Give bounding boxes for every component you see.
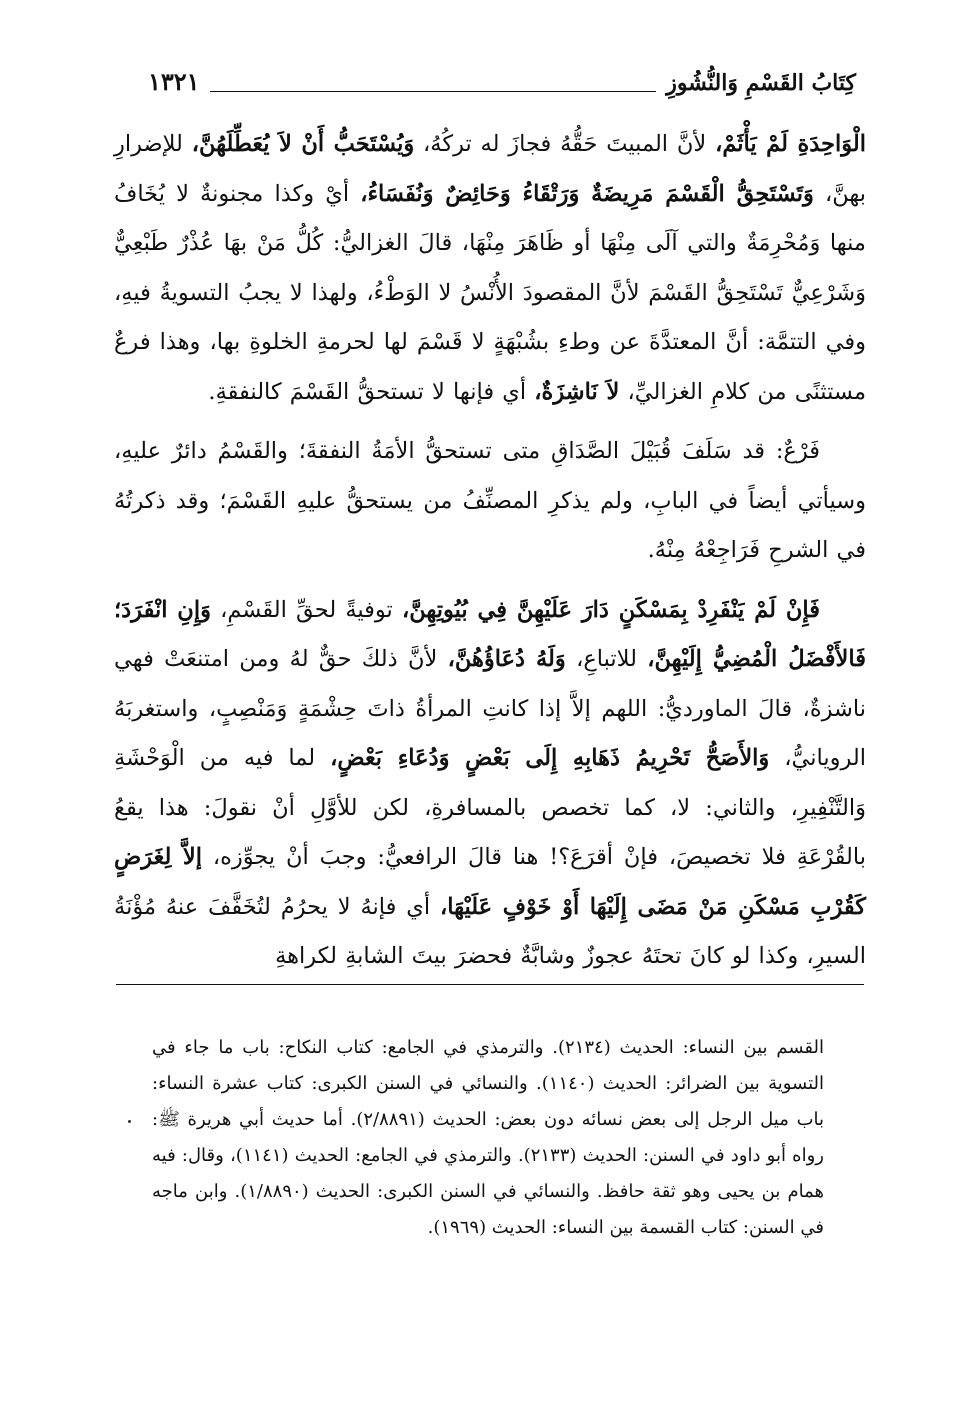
commentary-text: لأنَّ ذلكَ حقٌّ لهُ ومن امتنعَتْ فهي ناشزةٌ، قالَ الماورديُّ: اللهم إلاَّ إذا كانتِ المرأةُ ذاتَ حِشْمَةٍ وَمَنْصِبٍ، واستغربَهُ الرويانيُّ، [114,646,867,771]
commentary-text: أي فإنها لا تستحقُّ القَسْمَ كالنفقةِ. [208,378,535,405]
page-header [148,58,856,98]
commentary-text: فَرْعٌ: قد سَلَفَ قُبَيْلَ الصَّدَاقِ متى تستحقُّ الأمَةُ النفقةَ؛ والقَسْمُ دائرٌ عليهِ، وسيأتي أيضاً في البابِ، ولم يذكرِ المصنِّفُ من يستحقُّ عليهِ القَسْمَ؛ وقد ذكرتُهُ في الشرحِ فَرَاجِعْهُ مِنْهُ. [114,438,866,563]
matn-text: وَالأَصَحُّ تَحْرِيمُ ذَهَابِهِ إِلَى بَعْضٍ وَدُعَاءِ بَعْضٍ، [330,745,770,771]
matn-text: وَتَسْتَحِقُّ الْقَسْمَ مَرِيضَةٌ وَرَتْقَاءُ وَحَائِضٌ وَنُفَسَاءُ، [360,180,814,207]
matn-text: فَإِنْ لَمْ يَنْفَرِدْ بِمَسْكَنٍ دَارَ عَلَيْهِنَّ فِي بُيُوتِهِنَّ، [401,596,820,623]
matn-text: وَلَهُ دُعَاؤُهُنَّ، [447,646,566,672]
commentary-text: توفيةً لحقِّ القَسْمِ، [210,596,402,623]
main-text [114,120,866,982]
commentary-text: للاتباعِ، [565,646,648,672]
running-title: كِتَابُ القَسْمِ وَالنُّشُوزِ [666,70,856,96]
header-rule [210,91,657,92]
matn-text: إلاَّ لِغَرَضٍ كَقُرْبِ مَسْكَنِ مَنْ مَضَى إِلَيْهَا أَوْ خَوْفٍ عَلَيْهَا، [114,844,866,920]
footnote-separator [116,984,864,985]
scan-speck [128,1120,131,1123]
matn-text: وَيُسْتَحَبُّ أَنْ لاَ يُعَطِّلَهُنَّ، [191,131,415,157]
paragraph [114,120,866,417]
commentary-text: لما فيه من الْوَحْشَةِ وَالتَّنْفِيرِ، والثاني: لا، كما تخصص بالمسافرةِ، لكن للأوَّلِ أنْ نقولَ: هذا يقعُ بالقُرْعَةِ فلا تخصيصَ، فإنْ أقرَعَ؟! هنا قالَ الرافعيُّ: وجبَ أنْ يجوِّزه، [114,745,866,870]
commentary-text: أيْ وكذا مجنونةٌ لا يُخَافُ منها وَمُحْرِمَةٌ والتي آلَى مِنْهَا أو ظَاهَرَ مِنْهَا، قالَ الغزاليُّ: كُلُّ مَنْ بهَا عُذْرٌ طَبْعِيٌّ وَشَرْعِيٌّ تَسْتَحِقُّ القَسْمَ لأنَّ المقصودَ الأُنْسُ لا الوَطْءُ، ولهذا لا يجبُ التسويةُ فيهِ، وفي التتمَّة: أنَّ المعتدَّةَ عن وطءِ بشُبْهَةٍ لا قَسْمَ لها لحرمةِ الخلوةِ بها، وهذا فرعٌ مستثنًى من كلامِ الغزاليِّ، [114,180,866,405]
matn-text: الْوَاحِدَةِ لَمْ يَأْثَمْ، [715,131,866,157]
page-number: ١٣٢١ [148,67,200,96]
paragraph-far [114,427,866,576]
commentary-text: لأنَّ المبيتَ حَقُّهُ فجازَ له تركُهُ، [414,131,716,157]
footnotes: القسم بين النساء: الحديث (٢١٣٤). والترمذي في الجامع: كتاب النكاح: باب ما جاء في التسوية بين الضرائر: الحديث (١١٤٠). والنسائي في السنن الكبرى: كتاب عشرة النساء: باب ميل الرجل إلى بعض نسائه دون بعض: الحديث (٢/٨٨٩١). أما حديث أبي هريرة ﷺ: رواه أبو داود في السنن: الحديث (٢١٣٣). والترمذي في الجامع: الحديث (١١٤١)، وقال: فيه همام بن يحيى وهو ثقة حافظ. والنسائي في السنن الكبرى: الحديث (١/٨٨٩٠). وابن ماجه في السنن: كتاب القسمة بين النساء: الحديث (١٩٦٩). [152,1037,825,1238]
paragraph [114,586,866,982]
matn-text: لاَ نَاشِزَةٌ، [534,378,620,405]
commentary-text: للإضرارِ بهنَّ، [114,131,866,207]
matn-text: وَإِنِ انْفَرَدَ؛ فَالأَفْضَلُ الْمُضِيُّ إِلَيْهِنَّ، [114,596,866,672]
commentary-text: أي فإنهُ لا يحرُمُ لتُخَفَّفَ عنهُ مُؤْنَةُ السيرِ، وكذا لو كانَ تحتَهُ عجوزٌ وشابَّةٌ فحضرَ بيتَ الشابةِ لكراهةِ [114,893,866,969]
